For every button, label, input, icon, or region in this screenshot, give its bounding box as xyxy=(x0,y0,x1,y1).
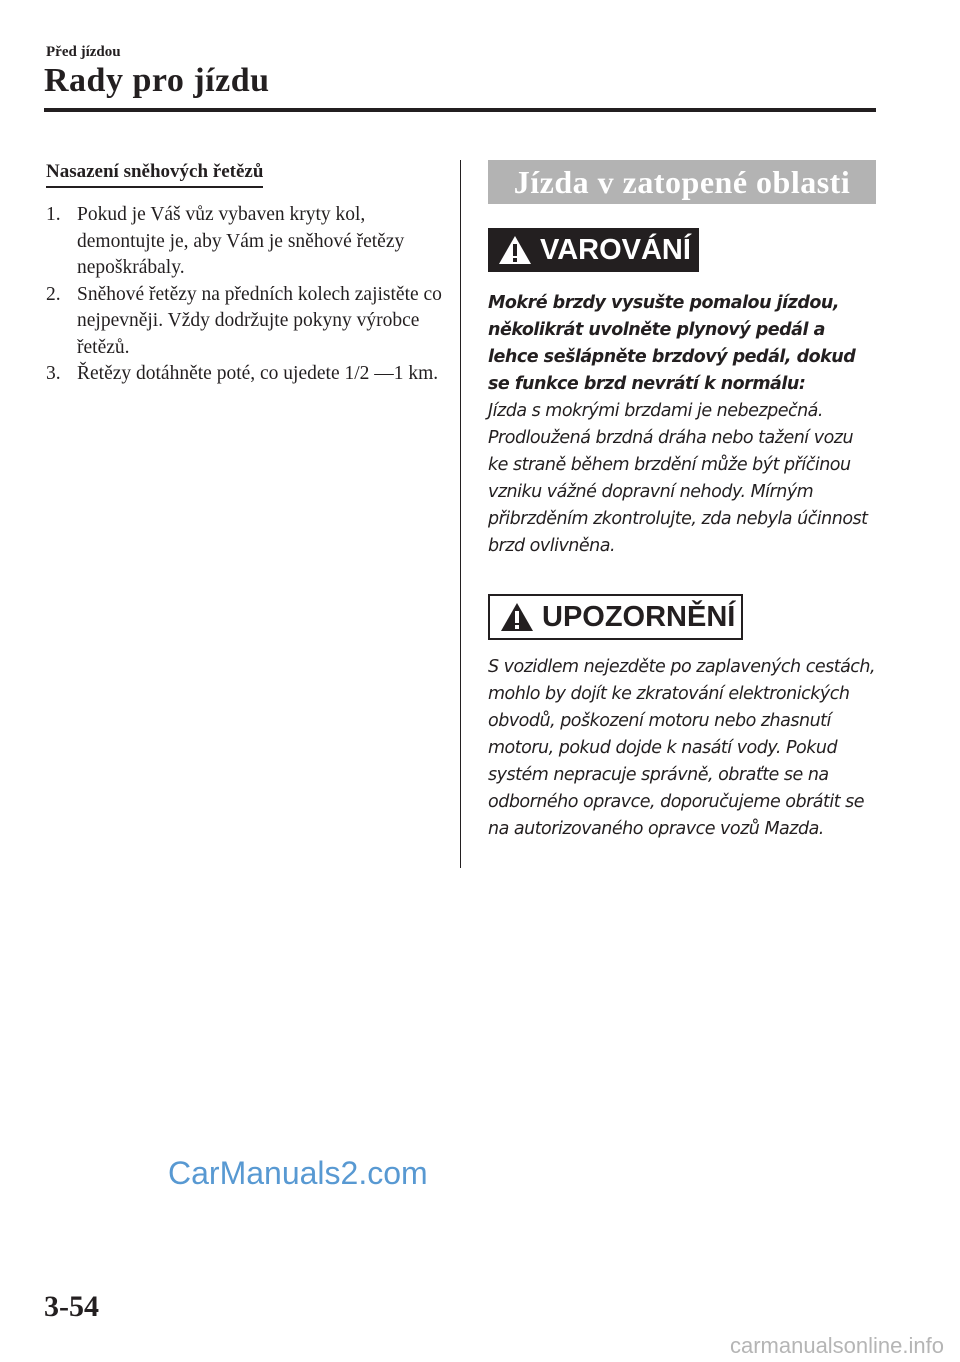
warning-text: Jízda s mokrými brzdami je nebezpečná. Prodloužená brzdná dráha nebo tažení vozu ke straně během brzdění může být příčinou vzniku vážné dopravní nehody. Mírným přibrzděním zkontrolujte, zda nebyla účinnost brzd ovlivněna. xyxy=(488,401,868,556)
site-watermark: carmanualsonline.info xyxy=(729,1333,944,1358)
step-text: Pokud je Váš vůz vybaven kryty kol, demontujte je, aby Vám je sněhové řetězy nepoškrábaly. xyxy=(77,204,405,278)
warning-body xyxy=(488,290,876,560)
page-title: Rady pro jízdu xyxy=(44,62,270,99)
warning-triangle-icon xyxy=(500,602,534,632)
page-number: 3-54 xyxy=(44,1290,99,1323)
warning-bold-text: Mokré brzdy vysušte pomalou jízdou, několikrát uvolněte plynový pedál a lehce sešlápněte brzdový pedál, dokud se funkce brzd nevrátí k normálu: xyxy=(488,293,856,394)
warning-badge xyxy=(488,228,699,272)
step-number: 1. xyxy=(46,204,61,225)
caution-badge xyxy=(488,594,743,640)
caution-label: UPOZORNĚNÍ xyxy=(542,600,736,633)
left-column xyxy=(46,160,446,388)
warning-label: VAROVÁNÍ xyxy=(540,233,691,266)
snow-chains-subheading: Nasazení sněhových řetězů xyxy=(46,160,263,188)
step-text: Řetězy dotáhněte poté, co ujedete 1/2 —1 km. xyxy=(77,363,439,384)
caution-text: S vozidlem nejezděte po zaplavených cestách, mohlo by dojít ke zkratování elektronických obvodů, poškození motoru nebo zhasnutí motoru, pokud dojde k nasátí vody. Pokud systém nepracuje správně, obraťte se na odborného opravce, doporučujeme obrátit se na autorizovaného opravce vozů Mazda. xyxy=(488,657,876,839)
header-section-label: Před jízdou xyxy=(46,44,121,60)
header-divider xyxy=(44,108,876,112)
snow-chains-steps xyxy=(46,202,446,388)
right-column xyxy=(488,160,876,843)
column-divider xyxy=(460,160,461,868)
watermark-logo-text: CarManuals2.com xyxy=(168,1155,428,1191)
list-item xyxy=(46,361,446,388)
list-item xyxy=(46,282,446,362)
step-number: 2. xyxy=(46,283,61,305)
step-number: 3. xyxy=(46,363,61,384)
flooded-area-section-title: Jízda v zatopené oblasti xyxy=(488,160,876,204)
list-item xyxy=(46,202,446,282)
warning-triangle-icon xyxy=(498,235,532,265)
step-text: Sněhové řetězy na předních kolech zajistěte co nejpevněji. Vždy dodržujte pokyny výrobce řetězů. xyxy=(77,283,442,358)
